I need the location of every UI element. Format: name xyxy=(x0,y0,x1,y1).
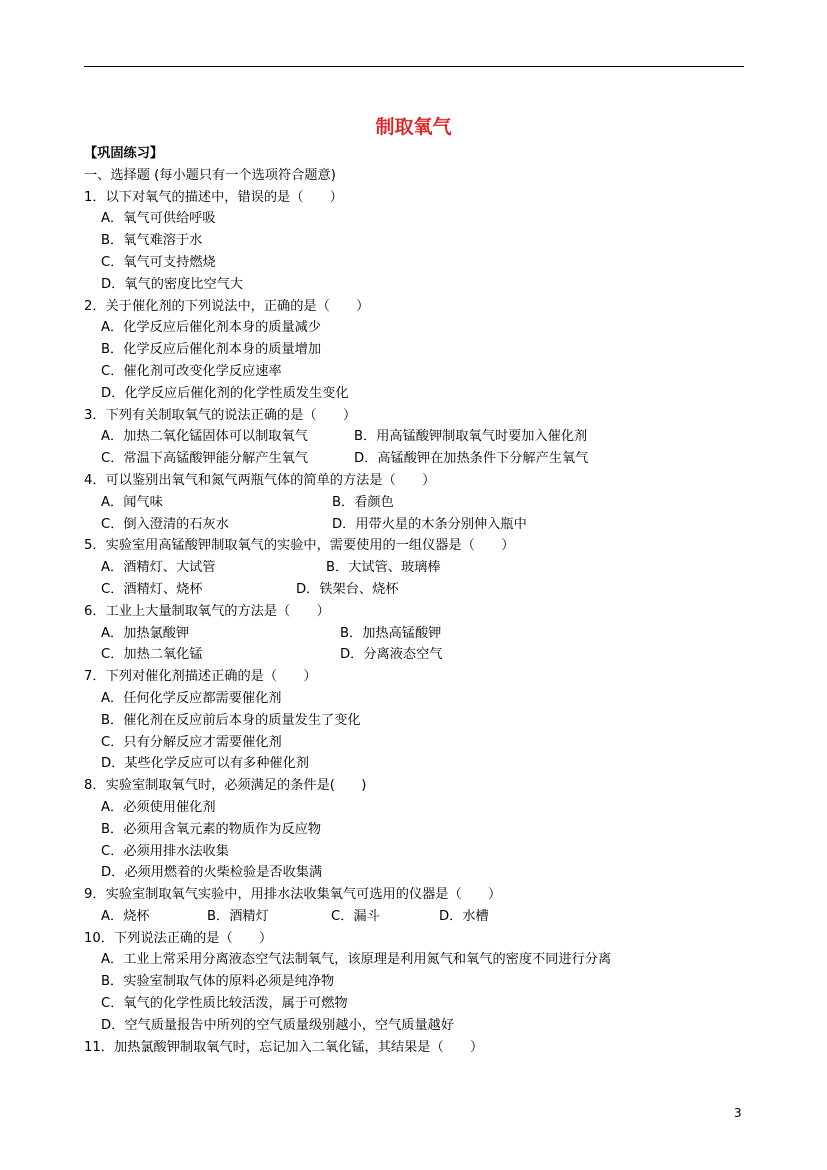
exercise-content xyxy=(84,143,764,1058)
option: A．闻气味 xyxy=(101,494,163,510)
option: A．氧气可供给呼吸 xyxy=(101,211,216,227)
option: D．化学反应后催化剂的化学性质发生变化 xyxy=(101,385,349,401)
option-row xyxy=(84,492,764,514)
option: B．看颜色 xyxy=(332,494,394,510)
option: D．氧气的密度比空气大 xyxy=(101,276,244,292)
option: B．氧气难溶于水 xyxy=(101,233,203,249)
option: D．水槽 xyxy=(439,908,489,924)
option: C．催化剂可改变化学反应速率 xyxy=(101,363,282,379)
question-stem: 9．实验室制取氧气实验中，用排水法收集氧气可选用的仪器是（ ） xyxy=(84,887,502,903)
option: B．必须用含氧元素的物质作为反应物 xyxy=(101,821,322,837)
question-stem: 11．加热氯酸钾制取氧气时，忘记加入二氧化锰，其结果是（ ） xyxy=(84,1039,484,1055)
option: B．实验室制取气体的原料必须是纯净物 xyxy=(101,974,335,990)
option: C．加热二氧化锰 xyxy=(101,647,203,663)
option: A．必须使用催化剂 xyxy=(101,799,216,815)
option: A．任何化学反应都需要催化剂 xyxy=(101,690,282,706)
option: C．氧气可支持燃烧 xyxy=(101,254,216,270)
option: C．酒精灯、烧杯 xyxy=(101,581,203,597)
option-row xyxy=(84,514,764,536)
option: B．催化剂在反应前后本身的质量发生了变化 xyxy=(101,712,361,728)
question-stem: 10．下列说法正确的是（ ） xyxy=(84,930,273,946)
option-row xyxy=(84,448,764,470)
option-row xyxy=(84,579,764,601)
page-number: 3 xyxy=(734,1106,742,1120)
option-row xyxy=(84,644,764,666)
section-heading: 【巩固练习】 xyxy=(84,146,164,161)
option-row xyxy=(84,906,764,928)
option: D．用带火星的木条分别伸入瓶中 xyxy=(332,516,527,532)
question-stem: 4．可以鉴别出氧气和氮气两瓶气体的简单的方法是（ ） xyxy=(84,472,436,488)
header-rule xyxy=(84,66,744,67)
question-stem: 8．实验室制取氧气时，必须满足的条件是( ) xyxy=(84,778,367,794)
option: B．用高锰酸钾制取氧气时要加入催化剂 xyxy=(354,429,588,445)
option: C．常温下高锰酸钾能分解产生氧气 xyxy=(101,451,309,467)
option: A．工业上常采用分离液态空气法制氧气，该原理是利用氮气和氧气的密度不同进行分离 xyxy=(101,952,612,968)
option: D．高锰酸钾在加热条件下分解产生氧气 xyxy=(354,451,589,467)
option: D．铁架台、烧杯 xyxy=(296,581,399,597)
page-title: 制取氧气 xyxy=(375,116,452,138)
option: B．化学反应后催化剂本身的质量增加 xyxy=(101,342,322,358)
option: A．烧杯 xyxy=(101,908,150,924)
option-row xyxy=(84,623,764,645)
option: C．氧气的化学性质比较活泼，属于可燃物 xyxy=(101,996,348,1012)
option: A．加热二氧化锰固体可以制取氧气 xyxy=(101,429,308,445)
option: B．加热高锰酸钾 xyxy=(340,625,442,641)
option: A．加热氯酸钾 xyxy=(101,625,190,641)
question-stem: 7．下列对催化剂描述正确的是（ ） xyxy=(84,669,317,685)
question-stem: 5．实验室用高锰酸钾制取氧气的实验中，需要使用的一组仪器是（ ） xyxy=(84,538,515,554)
option: D．必须用燃着的火柴检验是否收集满 xyxy=(101,865,323,881)
option: A．化学反应后催化剂本身的质量减少 xyxy=(101,320,322,336)
option: D．空气质量报告中所列的空气质量级别越小，空气质量越好 xyxy=(101,1017,455,1033)
option: D．某些化学反应可以有多种催化剂 xyxy=(101,756,309,772)
question-stem: 1．以下对氧气的描述中，错误的是（ ） xyxy=(84,189,343,205)
part-heading: 一、选择题 (每小题只有一个选项符合题意) xyxy=(84,167,336,183)
option: C．漏斗 xyxy=(331,908,380,924)
question-stem: 2．关于催化剂的下列说法中，正确的是（ ） xyxy=(84,298,370,314)
option: B．大试管、玻璃棒 xyxy=(326,560,441,576)
option-row xyxy=(84,557,764,579)
option: A．酒精灯、大试管 xyxy=(101,560,216,576)
option-row xyxy=(84,426,764,448)
option: C．倒入澄清的石灰水 xyxy=(101,516,229,532)
question-stem: 6．工业上大量制取氧气的方法是（ ） xyxy=(84,603,330,619)
option: C．只有分解反应才需要催化剂 xyxy=(101,734,282,750)
option: C．必须用排水法收集 xyxy=(101,843,229,859)
question-stem: 3．下列有关制取氧气的说法正确的是（ ） xyxy=(84,407,357,423)
option: D．分离液态空气 xyxy=(340,647,443,663)
option: B．酒精灯 xyxy=(207,908,269,924)
